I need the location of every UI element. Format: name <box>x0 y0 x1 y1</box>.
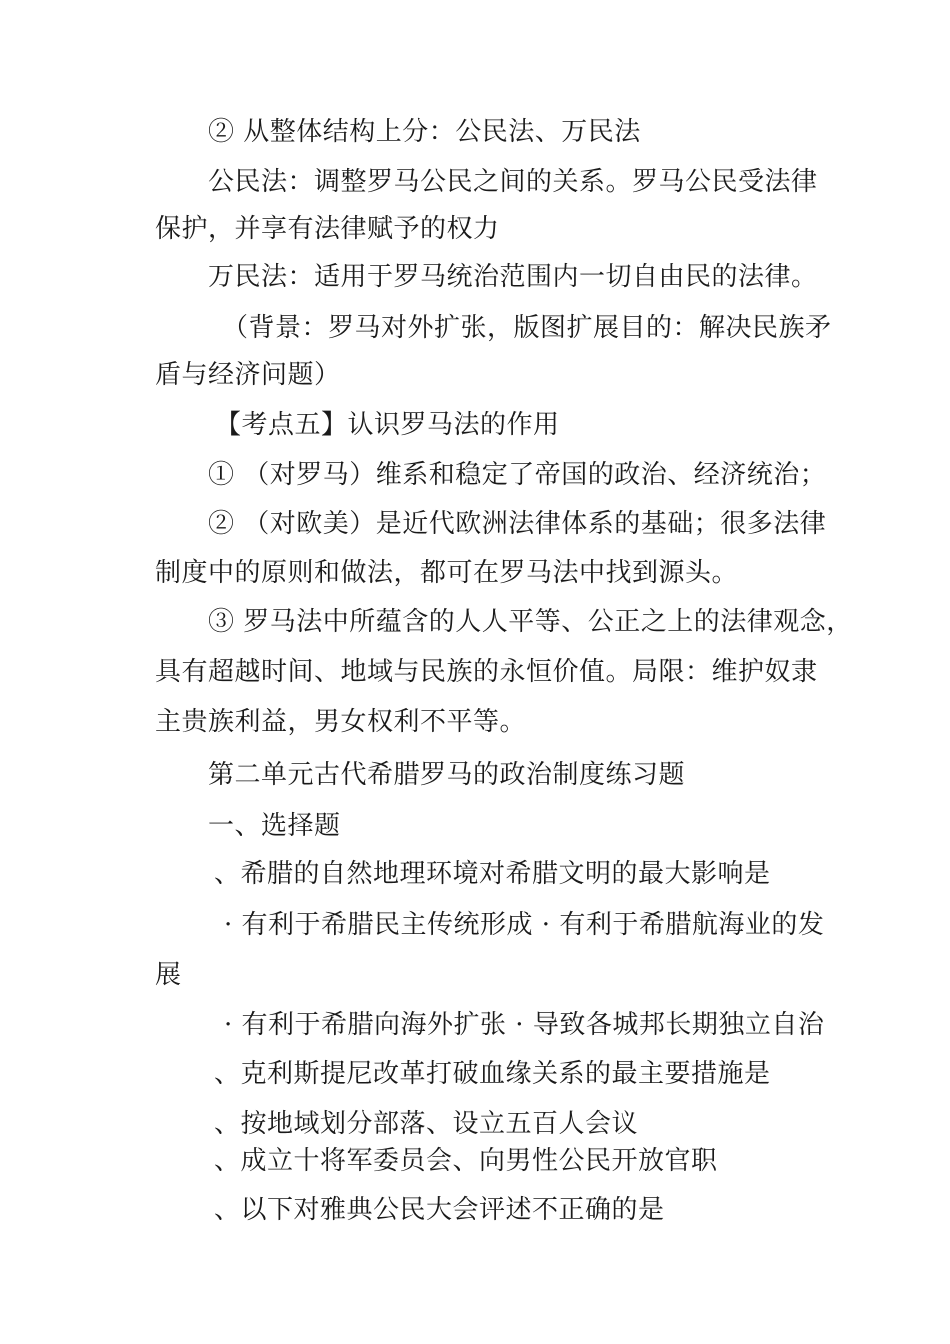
option-line: 、成立十将军委员会、向男性公民开放官职 <box>214 1146 718 1176</box>
text-line: ③ 罗马法中所蕴含的人人平等、公正之上的法律观念， <box>208 607 853 637</box>
text-line: 盾与经济问题） <box>155 360 341 390</box>
text-line: 具有超越时间、地域与民族的永恒价值。局限：维护奴隶 <box>155 657 818 687</box>
text-line: 主贵族利益，男女权利不平等。 <box>155 707 527 737</box>
question-line: 、以下对雅典公民大会评述不正确的是 <box>214 1195 665 1225</box>
text-line: ② （对欧美）是近代欧洲法律体系的基础；很多法律 <box>208 509 827 539</box>
exercise-title: 第二单元古代希腊罗马的政治制度练习题 <box>208 760 686 790</box>
option-line: 、按地域划分部落、设立五百人会议 <box>214 1109 639 1139</box>
question-line: 、克利斯提尼改革打破血缘关系的最主要措施是 <box>214 1059 771 1089</box>
question-line: 、希腊的自然地理环境对希腊文明的最大影响是 <box>214 859 771 889</box>
option-line: · 有利于希腊向海外扩张 · 导致各城邦长期独立自治 <box>224 1010 825 1040</box>
text-line: 万民法：适用于罗马统治范围内一切自由民的法律。 <box>208 262 818 292</box>
option-line: · 有利于希腊民主传统形成 · 有利于希腊航海业的发 <box>224 910 825 940</box>
section-heading: 【考点五】认识罗马法的作用 <box>215 410 560 440</box>
text-line: ② 从整体结构上分：公民法、万民法 <box>208 117 641 147</box>
text-line: 制度中的原则和做法，都可在罗马法中找到源头。 <box>155 558 739 588</box>
section-heading: 一、选择题 <box>208 811 341 841</box>
text-line: （背景：罗马对外扩张，版图扩展目的：解决民族矛 <box>222 313 832 343</box>
option-line: 展 <box>155 960 182 990</box>
text-line: ① （对罗马）维系和稳定了帝国的政治、经济统治； <box>208 460 827 490</box>
text-line: 保护，并享有法律赋予的权力 <box>155 214 500 244</box>
text-line: 公民法：调整罗马公民之间的关系。罗马公民受法律 <box>208 167 818 197</box>
